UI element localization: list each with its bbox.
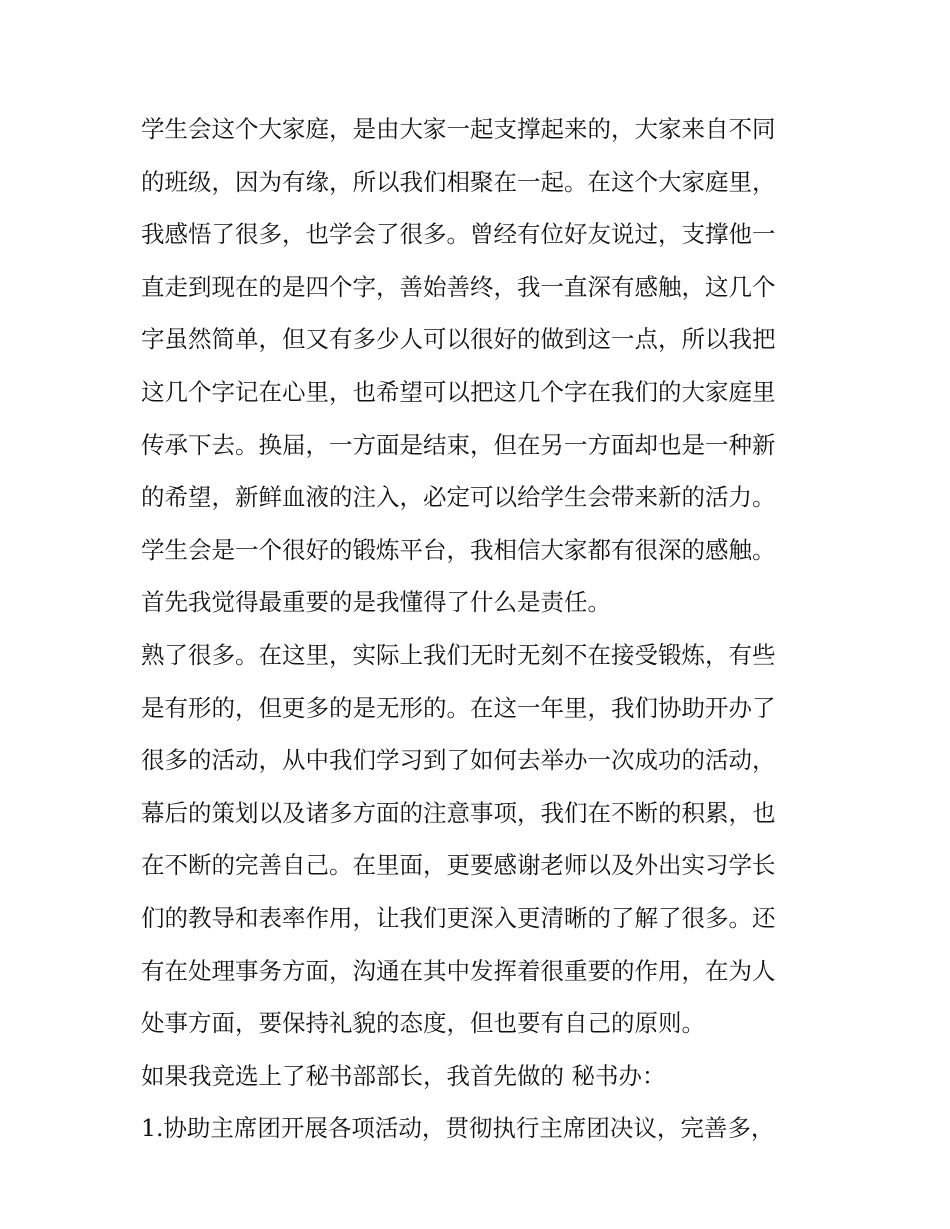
text-line: 直走到现在的是四个字，善始善终，我一直深有感触，这几个: [141, 272, 776, 301]
text-line: 熟了很多。在这里，实际上我们无时无刻不在接受锻炼，有些: [141, 640, 776, 669]
text-line: 这几个字记在心里，也希望可以把这几个字在我们的大家庭里: [141, 377, 776, 406]
text-line: 的希望，新鲜血液的注入，必定可以给学生会带来新的活力。: [141, 483, 776, 512]
text-line: 学生会这个大家庭，是由大家一起支撑起来的，大家来自不同: [141, 115, 776, 143]
text-line: 首先我觉得最重要的是我懂得了什么是责任。: [141, 588, 611, 617]
text-line: 如果我竞选上了秘书部部长，我首先做的 秘书办：: [141, 1061, 666, 1090]
text-line: 幕后的策划以及诸多方面的注意事项，我们在不断的积累，也: [141, 798, 776, 827]
body-text: [141, 103, 821, 1155]
text-line: 字虽然简单，但又有多少人可以很好的做到这一点，所以我把: [141, 325, 776, 354]
text-line: 很多的活动，从中我们学习到了如何去举办一次成功的活动，: [141, 746, 776, 775]
text-line: 我感悟了很多，也学会了很多。曾经有位好友说过，支撑他一: [141, 220, 776, 249]
text-line: 1.协助主席团开展各项活动，贯彻执行主席团决议，完善多，: [141, 1114, 775, 1143]
text-line: 处事方面，要保持礼貌的态度，但也要有自己的原则。: [141, 1009, 705, 1038]
text-line: 的班级，因为有缘，所以我们相聚在一起。在这个大家庭里，: [141, 167, 776, 196]
text-line: 有在处理事务方面，沟通在其中发挥着很重要的作用，在为人: [141, 956, 776, 985]
text-line: 在不断的完善自己。在里面，更要感谢老师以及外出实习学长: [141, 851, 776, 880]
text-line: 学生会是一个很好的锻炼平台，我相信大家都有很深的感触。: [141, 535, 776, 564]
text-line: 传承下去。换届，一方面是结束，但在另一方面却也是一种新: [141, 430, 776, 459]
text-line: 们的教导和表率作用，让我们更深入更清晰的了解了很多。还: [141, 903, 776, 932]
text-line: 是有形的，但更多的是无形的。在这一年里，我们协助开办了: [141, 693, 776, 722]
